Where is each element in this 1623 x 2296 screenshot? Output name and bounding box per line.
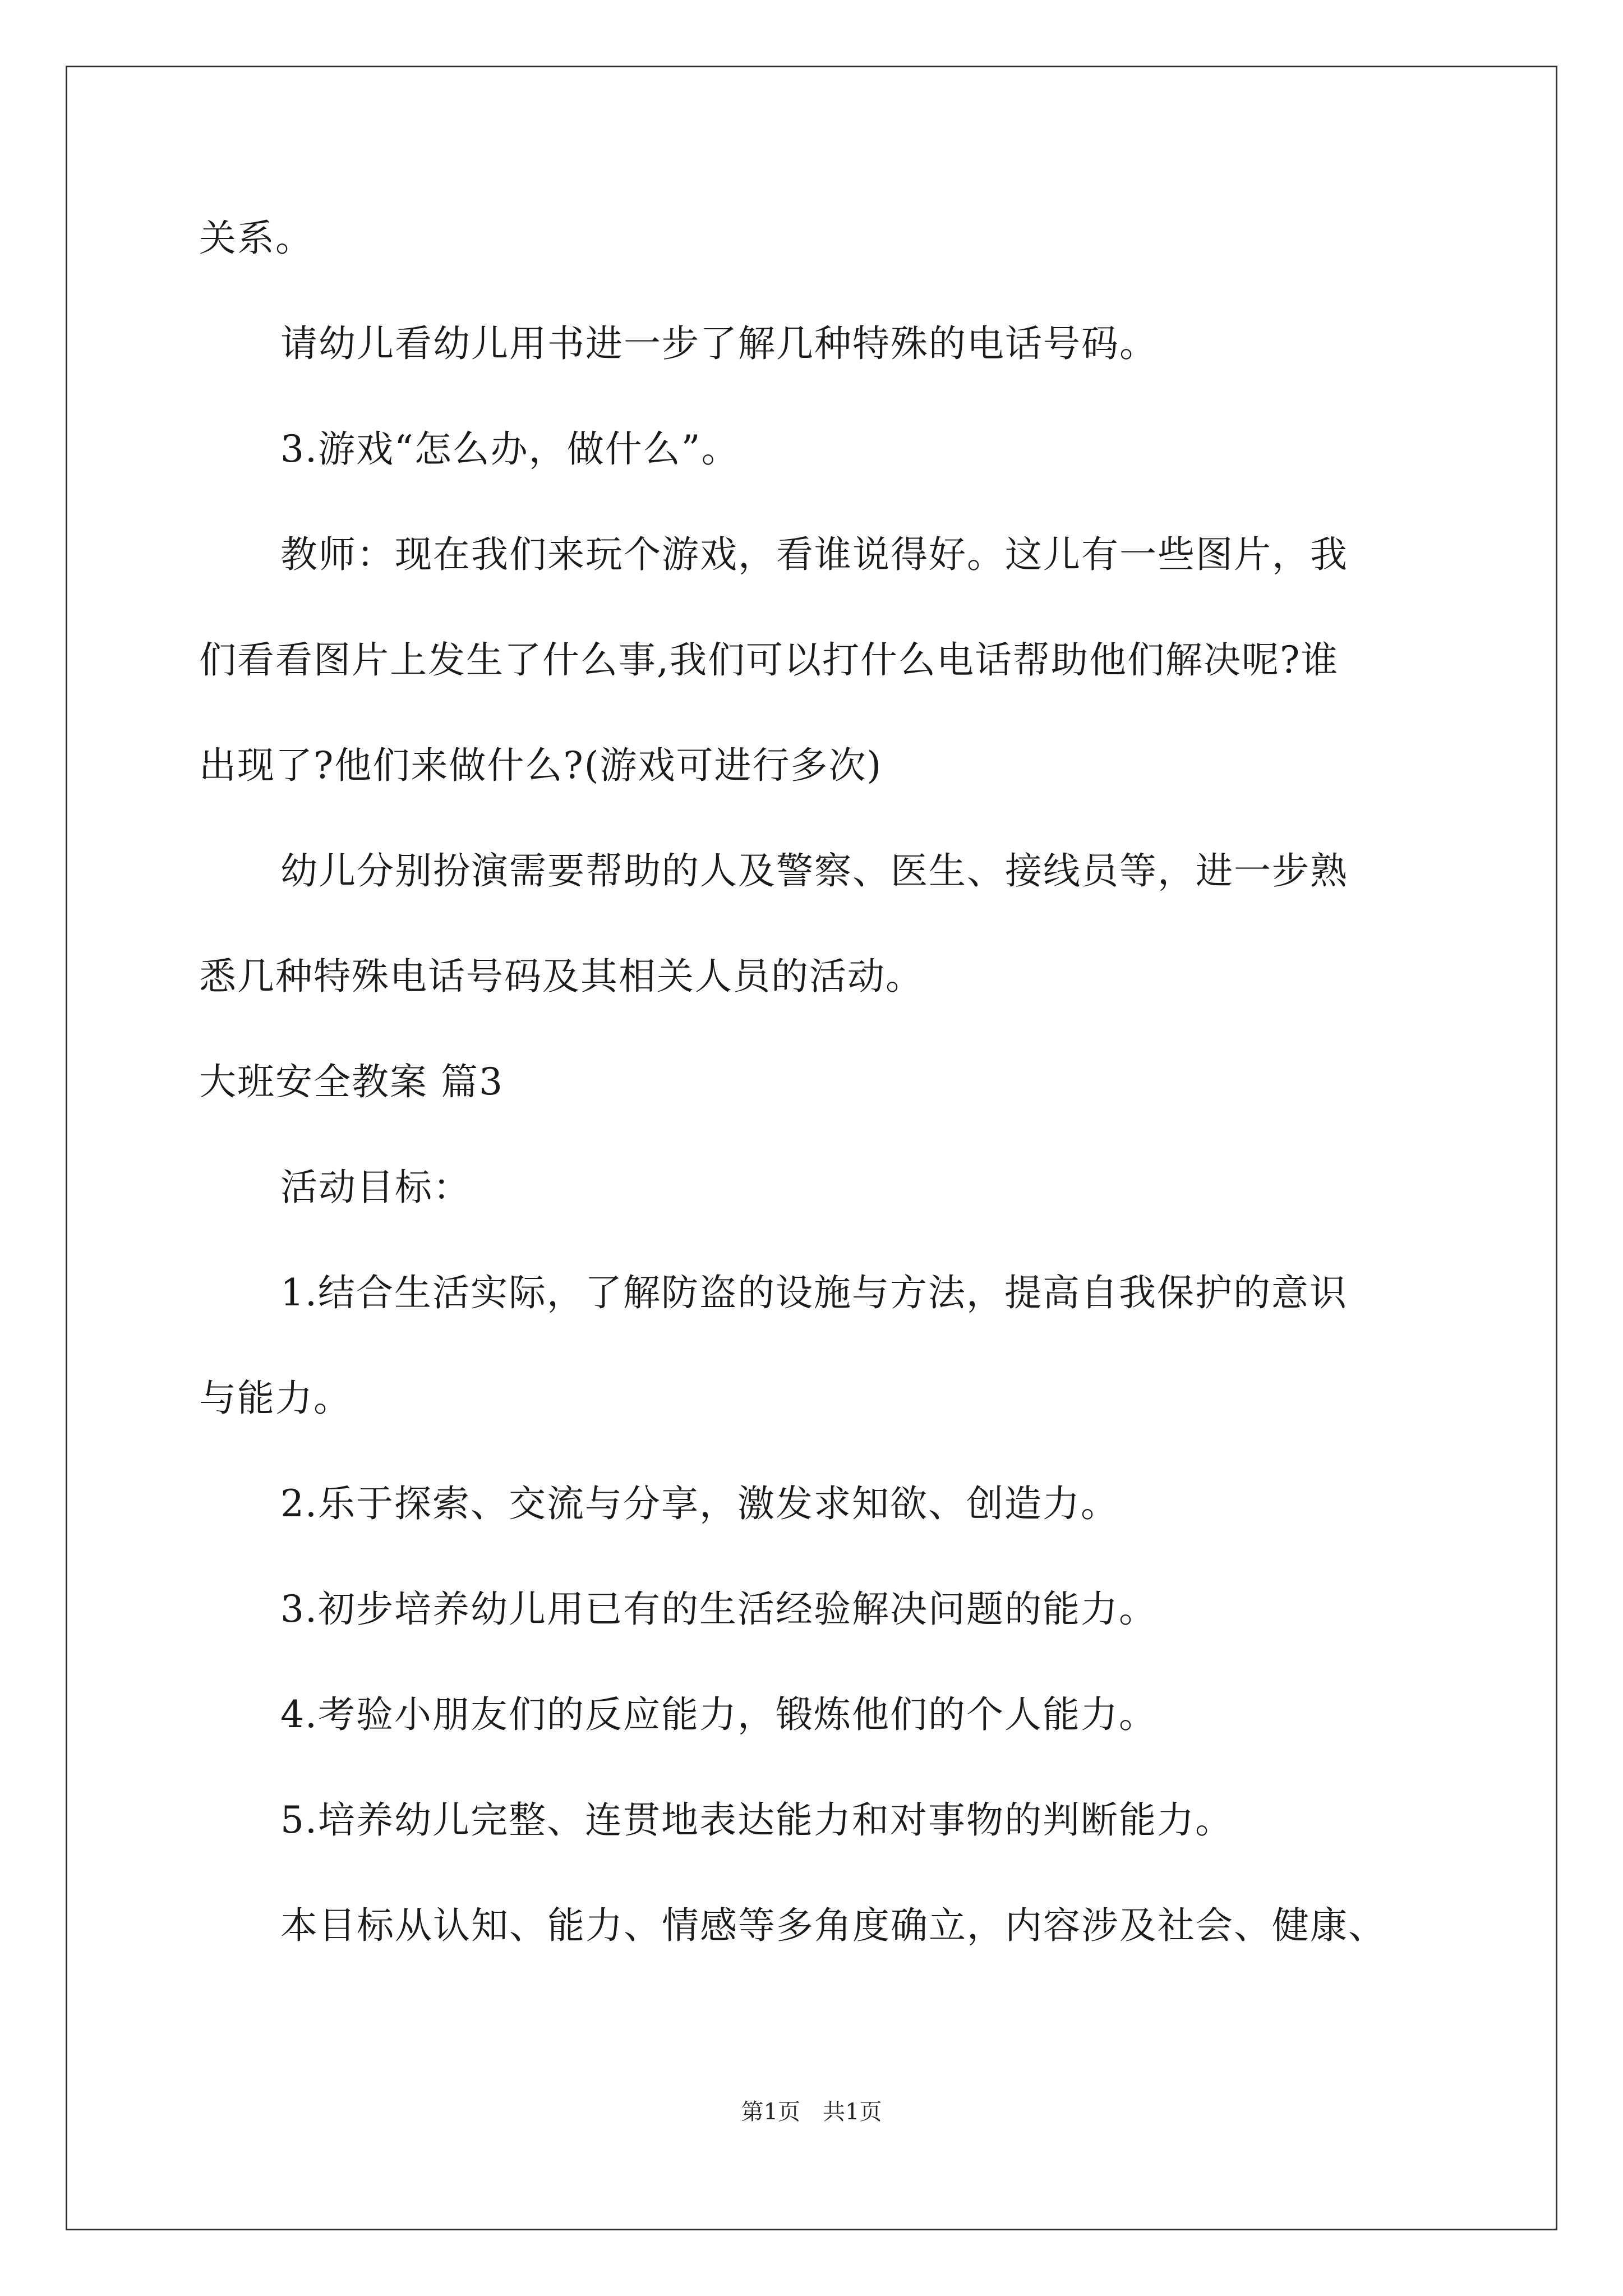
text-line: 3.初步培养幼儿用已有的生活经验解决问题的能力。 — [280, 1588, 1157, 1631]
text-line: 4.考验小朋友们的反应能力，锻炼他们的个人能力。 — [280, 1693, 1157, 1736]
text-line: 悉几种特殊电话号码及其相关人员的活动。 — [199, 955, 924, 998]
section-heading: 大班安全教案 篇3 — [199, 1060, 504, 1103]
text-line: 3.游戏“怎么办，做什么”。 — [280, 427, 740, 471]
text-line: 教师：现在我们来玩个游戏，看谁说得好。这儿有一些图片，我 — [280, 533, 1348, 576]
text-line: 本目标从认知、能力、情感等多角度确立，内容涉及社会、健康、 — [280, 1904, 1386, 1947]
text-line: 们看看图片上发生了什么事,我们可以打什么电话帮助他们解决呢?谁 — [199, 638, 1339, 682]
text-line: 2.乐于探索、交流与分享，激发求知欲、创造力。 — [280, 1482, 1119, 1525]
text-line: 关系。 — [199, 217, 313, 260]
text-line: 5.培养幼儿完整、连贯地表达能力和对事物的判断能力。 — [280, 1798, 1233, 1842]
text-line: 幼儿分别扮演需要帮助的人及警察、医生、接线员等，进一步熟 — [280, 849, 1348, 892]
text-line: 请幼儿看幼儿用书进一步了解几种特殊的电话号码。 — [280, 322, 1158, 365]
text-line: 1.结合生活实际，了解防盗的设施与方法，提高自我保护的意识 — [280, 1271, 1348, 1314]
text-line: 出现了?他们来做什么?(游戏可进行多次) — [199, 744, 883, 787]
text-line: 活动目标： — [280, 1166, 471, 1209]
page-footer: 第1页 共1页 — [741, 2099, 882, 2125]
text-line: 与能力。 — [199, 1377, 352, 1420]
